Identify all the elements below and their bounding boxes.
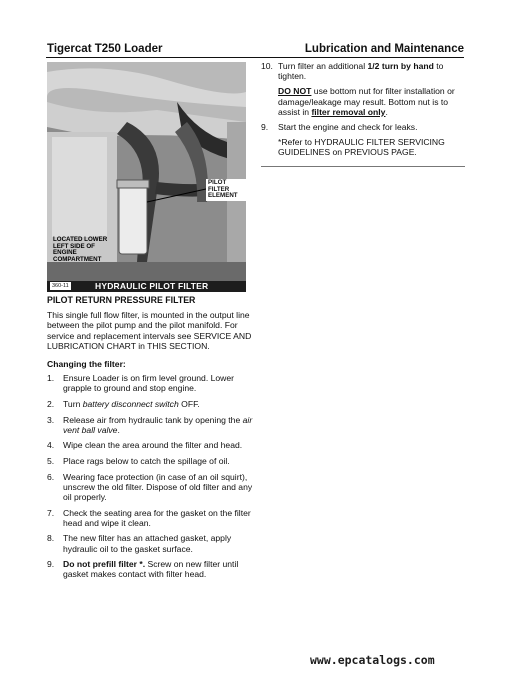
right-column (261, 61, 465, 163)
footer-url: www.epcatalogs.com (310, 653, 435, 667)
left-column (47, 295, 253, 585)
step-text: . (117, 424, 120, 435)
step-emphasis: Do not prefill filter *. (63, 559, 146, 570)
list-item (47, 533, 253, 553)
step-number: 5. (47, 456, 55, 466)
list-item (47, 508, 253, 528)
list-item (261, 61, 465, 117)
figure-caption-bar (47, 281, 246, 292)
header-divider (46, 57, 464, 58)
intro-paragraph: This single full flow filter, is mounted in the output line between the pilot pump and the pilot manifold. For service and replacement intervals see SERVICE AND LUBRICATION CHART in THIS SECTION. (47, 310, 252, 351)
procedure-title: Changing the filter: (47, 359, 126, 370)
step-number: 9. (261, 122, 269, 133)
step-number: 1. (47, 373, 55, 384)
step-text-part: Turn filter an additional (278, 61, 368, 71)
section-title: PILOT RETURN PRESSURE FILTER (47, 295, 196, 305)
list-item (47, 456, 253, 466)
hydraulic-filter-photo (47, 62, 246, 290)
step-emphasis: battery disconnect switch (82, 399, 179, 410)
list-item (47, 415, 253, 435)
step-text: The new filter has an attached gasket, apply hydraulic oil to the gasket surface. (63, 533, 232, 554)
step-number: 7. (47, 507, 55, 518)
step-number: 9. (47, 559, 55, 570)
step-emphasis: air vent ball valve (63, 414, 253, 435)
warning-emphasis: filter removal only (311, 106, 386, 117)
step-text: Wearing face protection (in case of an oil squirt), unscrew the old filter. Dispose of old filter and any oil properly. (63, 471, 253, 502)
step-text: OFF. (178, 399, 200, 410)
step-number: 8. (47, 533, 55, 544)
step-text (278, 61, 465, 81)
step-emphasis: 1/2 turn by hand (367, 61, 434, 71)
warning-text: . (385, 106, 388, 117)
list-item (47, 399, 253, 409)
step-text: Place rags below to catch the spillage of oil. (63, 456, 230, 466)
step-text: Wipe clean the area around the filter and head. (63, 440, 243, 451)
document-title: Tigercat T250 Loader (47, 43, 163, 55)
location-callout: LOCATED LOWER LEFT SIDE OF ENGINE COMPARTMENT (53, 236, 108, 263)
section-heading: Lubrication and Maintenance (304, 43, 464, 55)
step-number: 3. (47, 414, 55, 425)
warning-text: use bottom nut for filter installation or damage/leakage may result. Bottom nut is to assist in (278, 86, 455, 117)
filter-callout: PILOT FILTER ELEMENT (206, 179, 246, 201)
warning-label: DO NOT (278, 86, 312, 97)
list-item (47, 373, 253, 393)
step-text: Start the engine and check for leaks. (278, 122, 418, 133)
step-text: Screw on new filter until gasket makes contact with filter head. (63, 559, 239, 580)
step-number: 6. (47, 471, 55, 482)
warning-note (278, 86, 465, 117)
list-item (261, 122, 465, 158)
step-number: 4. (47, 440, 55, 451)
step-text-part: to tighten. (278, 61, 444, 82)
step-number: 2. (47, 399, 55, 410)
step-text: Release air from hydraulic tank by opening the (63, 414, 243, 425)
step-text: Turn (63, 399, 83, 410)
figure-number: 360-11 (52, 283, 69, 289)
figure-caption: HYDRAULIC PILOT FILTER (95, 281, 209, 291)
list-item (47, 559, 253, 579)
right-column-divider (261, 166, 465, 167)
step-text: Check the seating area for the gasket on the filter head and wipe it clean. (63, 507, 251, 528)
step-number: 10. (261, 61, 273, 71)
reference-note: *Refer to HYDRAULIC FILTER SERVICING GUIDELINES on PREVIOUS PAGE. (278, 137, 445, 158)
procedure-steps (47, 373, 253, 579)
step-text: Ensure Loader is on firm level ground. Lower grapple to ground and stop engine. (63, 373, 235, 394)
list-item (47, 472, 253, 503)
list-item (47, 440, 253, 450)
